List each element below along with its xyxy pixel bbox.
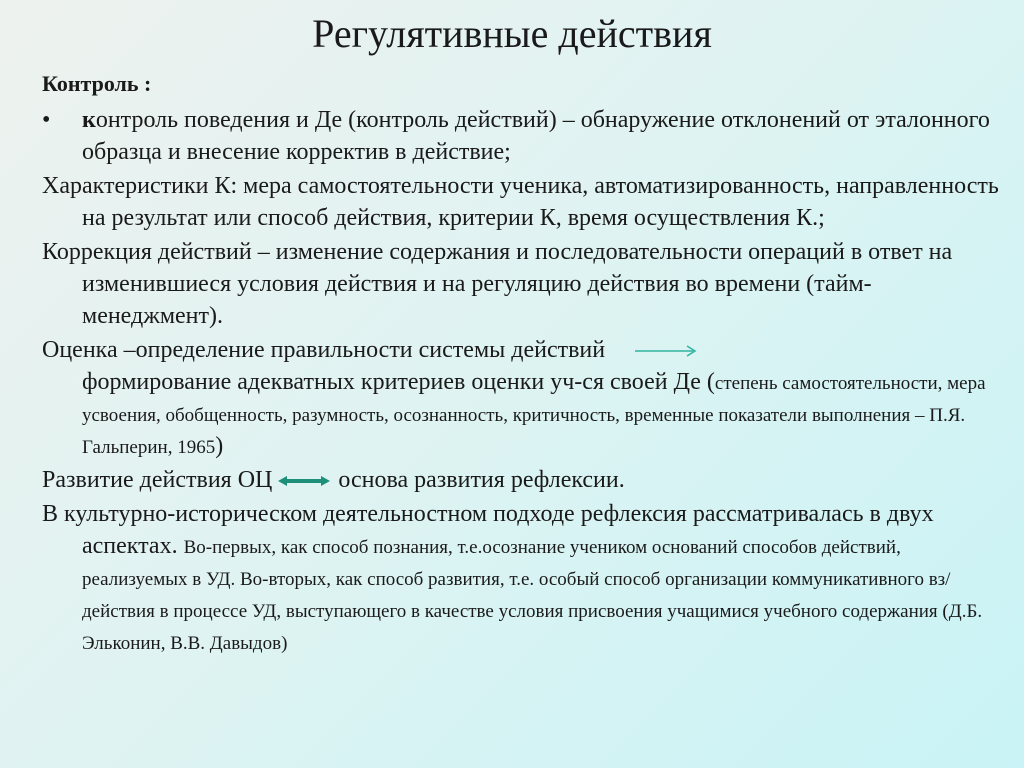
development-left: Развитие действия ОЦ <box>42 467 273 493</box>
reflection-main: В культурно-историческом деятельностном подходе рефлексия рассматривалась в двух аспектах. <box>42 501 934 559</box>
correction-paragraph: Коррекция действий – изменение содержания и последовательности операций в ответ на изменившиеся условия действия и на регуляцию действия во времени (тайм-менеджмент). <box>42 239 953 329</box>
reflection-paragraph <box>42 498 1002 658</box>
reflection-details: Во-первых, как способ познания, т.е.осознание учеником оснований способов действий, реализуемых в УД. Во-вторых, как способ развития, т.е. особый способ организации коммуникативного вз/действия в процессе УД, выступающего в качестве условия присвоения учащимися учебного содержания (Д.Б. Эльконин, В.В. Давыдов) <box>82 537 983 654</box>
characteristics-paragraph: Характеристики К: мера самостоятельности ученика, автоматизированность, направленность на результат или способ действия, критерии К, время осуществления К.; <box>42 173 999 231</box>
right-arrow-icon <box>635 345 697 357</box>
bullet-first-letter: к <box>82 107 96 133</box>
evaluation-details: степень самостоятельности, мера усвоения, обобщенность, разумность, осознанность, критичность, временные показатели выполнения – П.Я. Гальперин, 1965 <box>82 373 986 458</box>
development-right: основа развития рефлексии. <box>338 467 625 493</box>
evaluation-paragraph <box>42 334 1002 462</box>
bullet-marker: • <box>42 107 51 133</box>
evaluation-formation: формирование адекватных критериев оценки уч-ся своей Де ( <box>82 369 715 395</box>
slide-title: Регулятивные действия <box>312 11 712 56</box>
control-bullet-item <box>42 104 1002 168</box>
double-arrow-icon <box>278 474 330 488</box>
development-paragraph <box>42 464 1002 496</box>
control-heading: Контроль : <box>42 71 152 96</box>
evaluation-definition: Оценка –определение правильности системы действий <box>42 337 606 363</box>
evaluation-close-paren: ) <box>215 433 224 459</box>
bullet-text: онтроль поведения и Де (контроль действий) – обнаружение отклонений от эталонного образца и внесение корректив в действие; <box>82 107 990 165</box>
slide-content <box>42 70 1002 660</box>
